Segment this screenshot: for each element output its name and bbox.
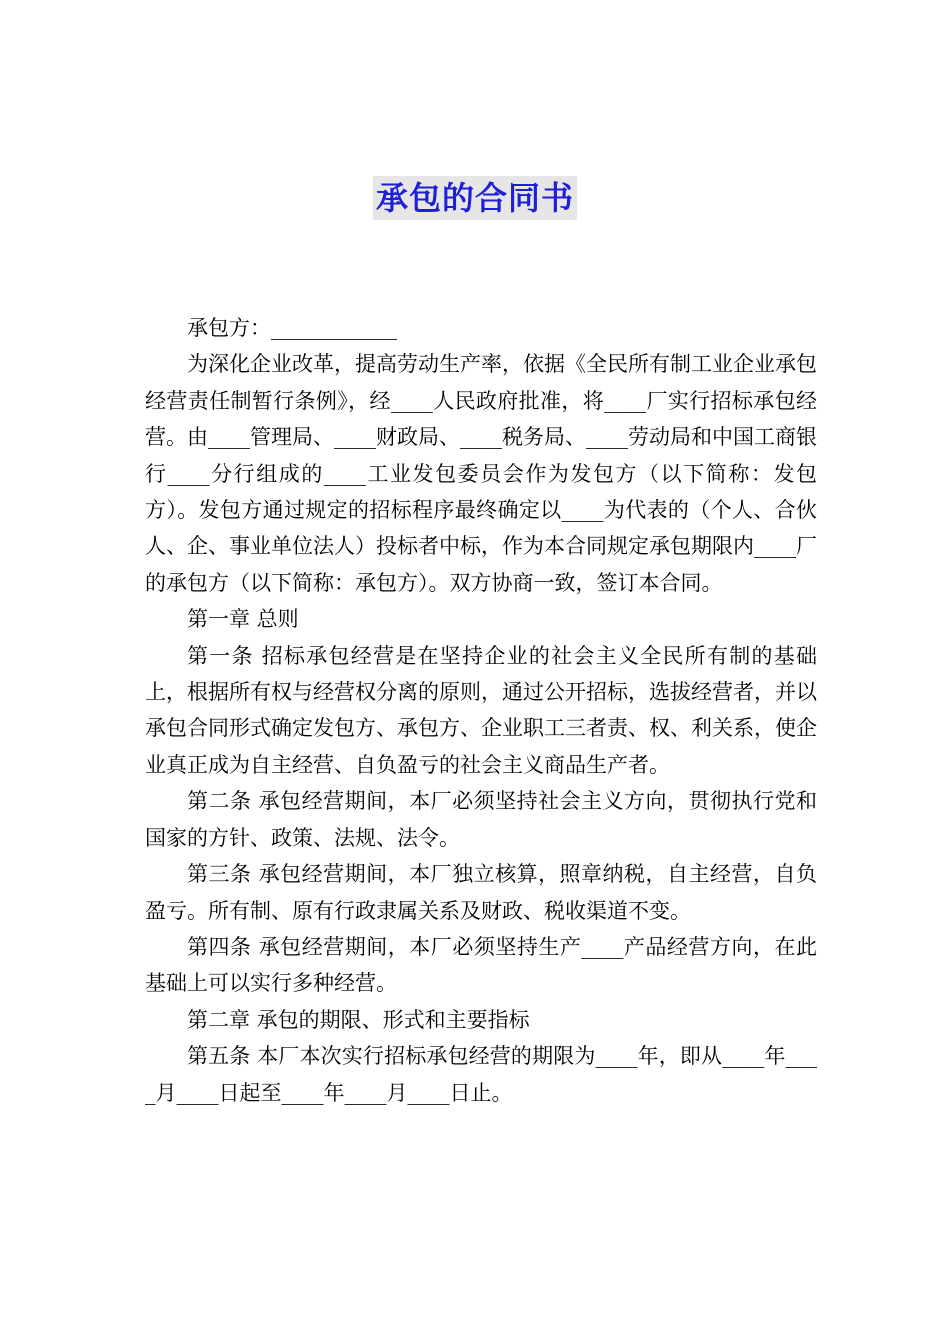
chapter-heading: 第一章 总则 xyxy=(187,607,299,632)
article-paragraph: 第二条 承包经营期间，本厂必须坚持社会主义方向，贯彻执行党和国家的方针、政策、法规、法令。 xyxy=(145,789,817,850)
article-paragraph: 第五条 本厂本次实行招标承包经营的期限为____年，即从____年____月____日起至____年____月____日止。 xyxy=(145,1044,817,1105)
preamble-paragraph: 为深化企业改革，提高劳动生产率，依据《全民所有制工业企业承包经营责任制暂行条例》，经____人民政府批准，将____厂实行招标承包经营。由____管理局、____财政局、____税务局、____劳动局和中国工商银行____分行组成的____工业发包委员会作为发包方（以下简称：发包方）。发包方通过规定的招标程序最终确定以____为代表的（个人、合伙人、企、事业单位法人）投标者中标，作为本合同规定承包期限内____厂的承包方（以下简称：承包方）。双方协商一致，签订本合同。 xyxy=(145,352,817,595)
title-container xyxy=(0,176,950,220)
document-title: 承包的合同书 xyxy=(373,176,577,220)
document-body xyxy=(145,310,817,1111)
contractor-line: 承包方：____________ xyxy=(187,316,397,340)
article-paragraph: 第三条 承包经营期间，本厂独立核算，照章纳税，自主经营，自负盈亏。所有制、原有行政隶属关系及财政、税收渠道不变。 xyxy=(145,862,817,923)
article-paragraph: 第四条 承包经营期间，本厂必须坚持生产____产品经营方向，在此基础上可以实行多种经营。 xyxy=(145,934,817,996)
article-paragraph: 第一条 招标承包经营是在坚持企业的社会主义全民所有制的基础上，根据所有权与经营权分离的原则，通过公开招标，选拔经营者，并以承包合同形式确定发包方、承包方、企业职工三者责、权、利关系，使企业真正成为自主经营、自负盈亏的社会主义商品生产者。 xyxy=(145,643,817,777)
chapter-heading: 第二章 承包的期限、形式和主要指标 xyxy=(187,1007,530,1032)
